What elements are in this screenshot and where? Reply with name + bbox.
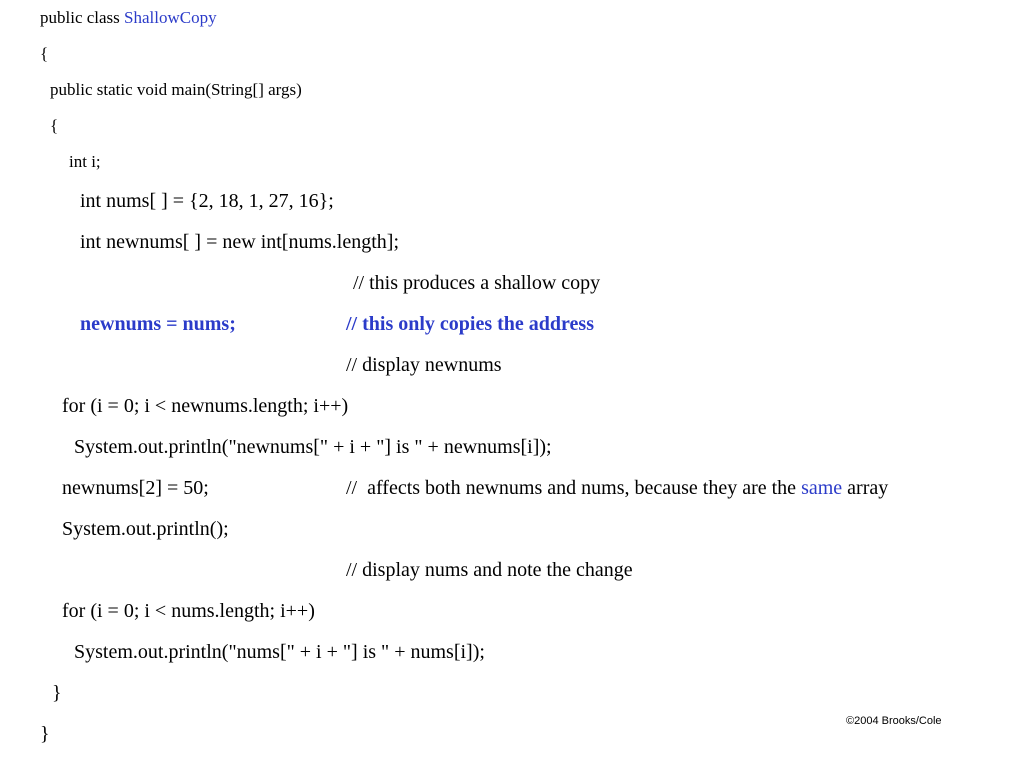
class-close-brace: } <box>40 723 50 745</box>
class-keyword: public class <box>40 8 125 27</box>
main-open-brace: { <box>50 116 59 135</box>
class-name: ShallowCopy <box>124 8 217 27</box>
comment-array-word: array <box>842 477 889 499</box>
decl-i: int i; <box>69 152 101 171</box>
comment-display-newnums: // display newnums <box>346 354 502 376</box>
println-newnums: System.out.println("newnums[" + i + "] is " + newnums[i]); <box>74 436 552 458</box>
comment-copies-address: // this only copies the address <box>346 313 594 335</box>
assign-fifty: newnums[2] = 50; <box>62 477 209 499</box>
println-empty: System.out.println(); <box>62 518 229 540</box>
comment-display-nums: // display nums and note the change <box>346 559 633 581</box>
comment-affects-text: // affects both newnums and nums, because they are the <box>346 477 802 499</box>
decl-newnums: int newnums[ ] = new int[nums.length]; <box>80 231 400 253</box>
class-declaration <box>40 9 217 26</box>
copyright-notice: ©2004 Brooks/Cole <box>846 715 942 727</box>
for-loop-newnums: for (i = 0; i < newnums.length; i++) <box>62 395 349 417</box>
comment-affects-both <box>346 478 888 498</box>
decl-nums: int nums[ ] = {2, 18, 1, 27, 16}; <box>80 190 334 212</box>
println-nums: System.out.println("nums[" + i + "] is " + nums[i]); <box>74 641 485 663</box>
comment-same-word: same <box>801 477 843 499</box>
comment-shallow-copy: // this produces a shallow copy <box>353 272 601 294</box>
main-declaration: public static void main(String[] args) <box>50 80 302 99</box>
main-close-brace: } <box>52 682 62 704</box>
for-loop-nums: for (i = 0; i < nums.length; i++) <box>62 600 315 622</box>
class-open-brace: { <box>40 44 49 63</box>
assign-statement: newnums = nums; <box>80 313 236 335</box>
